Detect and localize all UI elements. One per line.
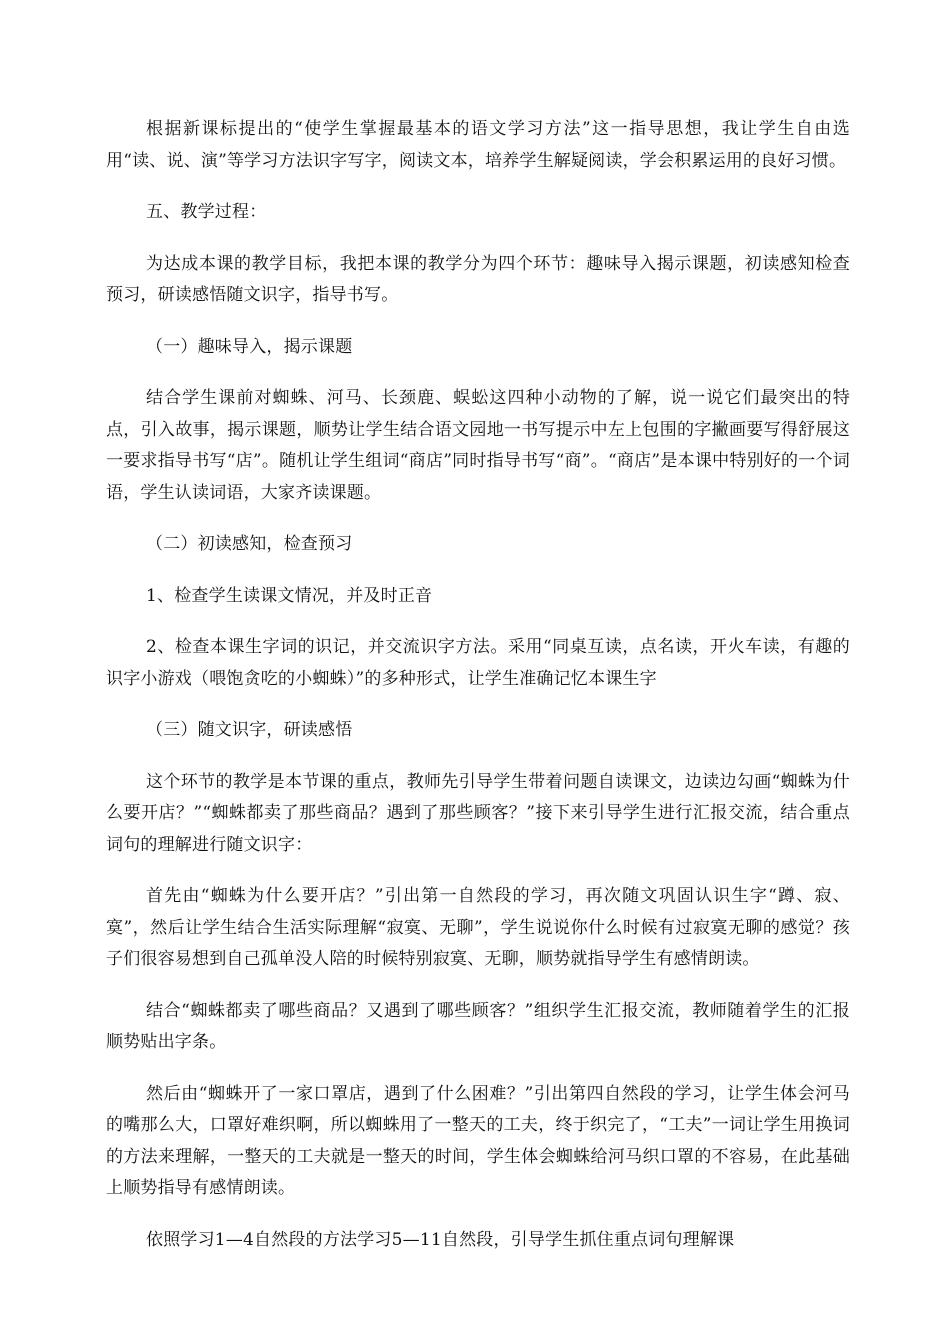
document-body <box>106 114 850 1276</box>
section-heading: （一）趣味导入，揭示课题 <box>146 336 353 357</box>
paragraph: 为达成本课的教学目标，我把本课的教学分为四个环节：趣味导入揭示课题，初读感知检查预习，研读感悟随文识字，指导书写。 <box>106 253 850 305</box>
paragraph: 这个环节的教学是本节课的重点，教师先引导学生带着问题自读课文，边读边勾画“蜘蛛为什么要开店？”“蜘蛛都卖了那些商品？遇到了那些顾客？”接下来引导学生进行汇报交流，结合重点词句的理解进行随文识字： <box>106 771 850 855</box>
list-item: 2、检查本课生字词的识记，并交流识字方法。采用“同桌互读，点名读，开火车读，有趣的识字小游戏（喂饱贪吃的小蜘蛛）”的多种形式，让学生准确记忆本课生字 <box>106 637 850 689</box>
paragraph: 结合“蜘蛛都卖了哪些商品？又遇到了哪些顾客？”组织学生汇报交流，教师随着学生的汇报顺势贴出字条。 <box>106 1000 850 1052</box>
list-item: 1、检查学生读课文情况，并及时正音 <box>146 585 433 606</box>
paragraph: 然后由“蜘蛛开了一家口罩店，遇到了什么困难？”引出第四自然段的学习，让学生体会河马的嘴那么大，口罩好难织啊，所以蜘蛛用了一整天的工夫，终于织完了，“工夫”一词让学生用换词的方法来理解，一整天的工夫就是一整天的时间，学生体会蜘蛛给河马织口罩的不容易，在此基础上顺势指导有感情朗读。 <box>106 1083 850 1198</box>
paragraph: 根据新课标提出的“使学生掌握最基本的语文学习方法”这一指导思想，我让学生自由选用“读、说、演”等学习方法识字写字，阅读文本，培养学生解疑阅读，学会积累运用的良好习惯。 <box>106 119 850 171</box>
section-heading: 五、教学过程： <box>146 202 267 222</box>
section-heading: （二）初读感知，检查预习 <box>146 534 353 554</box>
paragraph: 首先由“蜘蛛为什么要开店？”引出第一自然段的学习，再次随文巩固认识生字“蹲、寂、寞”，然后让学生结合生活实际理解“寂寞、无聊”，学生说说你什么时候有过寂寞无聊的感觉？孩子们很容易想到自己孤单没人陪的时候特别寂寞、无聊，顺势就指导学生有感情朗读。 <box>106 886 850 969</box>
paragraph: 结合学生课前对蜘蛛、河马、长颈鹿、蜈蚣这四种小动物的了解，说一说它们最突出的特点，引入故事，揭示课题，顺势让学生结合语文园地一书写提示中左上包围的字撇画要写得舒展这一要求指导书写“店”。随机让学生组词“商店”同时指导书写“商”。“商店”是本课中特别好的一个词语，学生认读词语，大家齐读课题。 <box>106 388 850 503</box>
paragraph: 依照学习1—4自然段的方法学习5—11自然段，引导学生抓住重点词句理解课 <box>146 1229 735 1250</box>
section-heading: （三）随文识字，研读感悟 <box>146 720 353 740</box>
